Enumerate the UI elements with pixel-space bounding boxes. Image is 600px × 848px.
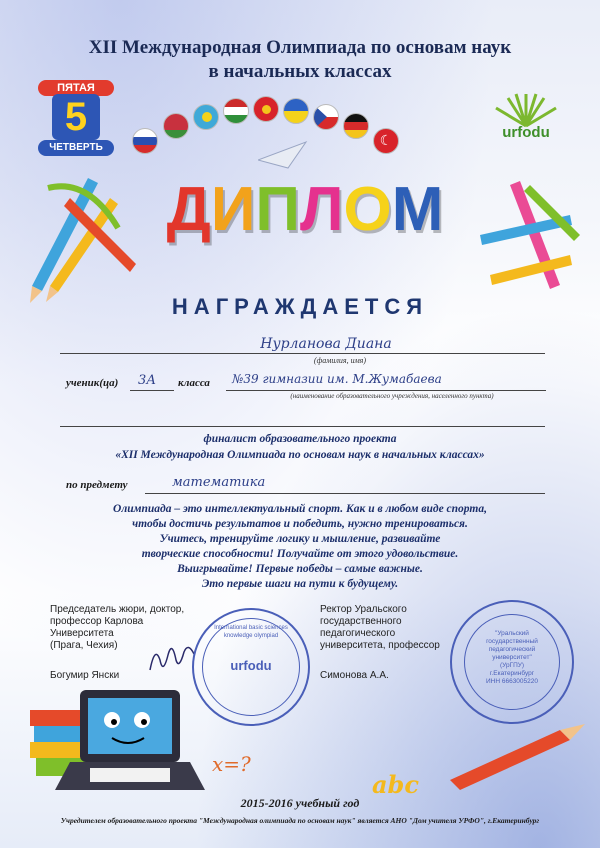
abc-doodle: abc xyxy=(372,770,419,799)
right-stamp-text xyxy=(466,630,558,686)
diploma-letter: П xyxy=(255,175,300,244)
finalist-line-2: «XII Международная Олимпиада по основам наук в начальных классах» xyxy=(115,449,485,461)
germany-flag-icon xyxy=(343,113,369,139)
right-signatory-block xyxy=(320,604,460,652)
motto-line-2: чтобы достичь результатов и победить, нужно тренироваться. xyxy=(132,518,468,530)
student-label: ученик(ца) xyxy=(66,377,119,389)
diploma-letter: О xyxy=(343,175,392,244)
left-stamp-center: urfodu xyxy=(230,658,272,673)
right-stamp-line-5: (УрГПУ) xyxy=(499,662,525,669)
pencils-right-icon xyxy=(470,175,585,305)
motto-line-5: Выигрывайте! Первые победы – самые важные. xyxy=(177,563,423,575)
right-stamp-line-7: ИНН 6663005220 xyxy=(485,678,539,685)
laptop-cartoon-icon xyxy=(30,680,230,810)
subject-underline xyxy=(145,493,545,494)
pencils-left-icon xyxy=(18,168,138,308)
class-label: класса xyxy=(178,377,210,389)
left-signatory-name: Богумир Янски xyxy=(50,670,120,681)
motto-line-3: Учитесь, тренируйте логику и мышление, развивайте xyxy=(159,533,441,545)
motto-line-6: Это первые шаги на пути к будущему. xyxy=(201,578,399,590)
name-value: Нурланова Диана xyxy=(260,336,392,352)
ukraine-flag-icon xyxy=(283,98,309,124)
urfodu-logo-text: urfodu xyxy=(502,124,550,141)
kazakhstan-flag-icon xyxy=(193,104,219,130)
name-caption: (фамилия, имя) xyxy=(313,356,367,365)
title-line-2: в начальных классах xyxy=(208,61,392,82)
left-signatory-line-1: Председатель жюри, доктор, xyxy=(50,604,185,615)
diploma-heading xyxy=(150,175,460,245)
right-stamp-line-3: педагогический xyxy=(488,646,536,653)
left-signatory-line-2: профессор Карлова xyxy=(50,616,144,627)
left-signatory-line-3: Университета xyxy=(50,628,114,639)
logo-bottom-text: ЧЕТВЕРТЬ xyxy=(38,140,114,156)
diploma-letter: Д xyxy=(166,175,211,244)
name-underline xyxy=(60,353,545,354)
school-underline xyxy=(226,390,546,391)
school-value: №39 гимназии им. М.Жумабаева xyxy=(232,372,442,386)
motto-line-4: творческие способности! Получайте от этого удовольствие. xyxy=(141,548,459,560)
right-stamp-line-1: "Уральский xyxy=(495,630,529,637)
diploma-letter: Л xyxy=(299,175,344,244)
title-line-1: XII Международная Олимпиада по основам наук xyxy=(88,37,512,58)
grade-underline xyxy=(130,390,174,391)
blank-underline xyxy=(60,426,545,427)
diploma-letter: И xyxy=(210,175,256,244)
finalist-line-1: финалист образовательного проекта xyxy=(203,433,397,445)
right-signatory-name: Симонова А.А. xyxy=(320,670,389,681)
right-stamp-line-4: университет" xyxy=(492,654,532,661)
logo-top-text: ПЯТАЯ xyxy=(38,80,114,96)
tajikistan-flag-icon xyxy=(223,98,249,124)
right-signatory-line-4: университета, профессор xyxy=(320,640,440,651)
pencil-bottom-icon xyxy=(440,720,590,790)
formula-doodle: x=? xyxy=(212,752,251,776)
right-signatory-line-3: педагогического xyxy=(320,628,396,639)
grade-value: 3А xyxy=(138,373,157,388)
right-stamp xyxy=(450,600,574,724)
czech-flag-icon xyxy=(313,104,339,130)
subject-value: математика xyxy=(172,475,266,490)
award-heading: НАГРАЖДАЕТСЯ xyxy=(171,294,429,319)
right-signatory-line-2: государственного xyxy=(320,616,402,627)
school-year: 2015-2016 учебный год xyxy=(240,796,360,810)
belarus-flag-icon xyxy=(163,113,189,139)
right-stamp-line-2: государственный xyxy=(486,638,538,645)
paper-airplane-icon xyxy=(258,140,308,170)
logo-number: 5 xyxy=(52,94,100,140)
footer-note: Учредителем образовательного проекта "Международная олимпиада по основам наук" является АНО "Дом учителя УРФО", г.Екатеринбург xyxy=(60,816,540,825)
left-signatory-line-4: (Прага, Чехия) xyxy=(50,640,118,651)
kyrgyzstan-flag-icon xyxy=(253,96,279,122)
motto-line-1: Олимпиада – это интеллектуальный спорт. Как и в любом виде спорта, xyxy=(113,503,487,515)
subject-label: по предмету xyxy=(66,479,128,491)
right-signatory-line-1: Ректор Уральского xyxy=(320,604,407,615)
turkey-flag-icon: ☾ xyxy=(373,128,399,154)
right-stamp-line-6: г.Екатеринбург xyxy=(489,670,535,677)
russia-flag-icon xyxy=(132,128,158,154)
left-stamp-ring-text: International basic sciences knowledge olympiad xyxy=(214,625,288,639)
diploma-letter: М xyxy=(391,175,444,244)
school-caption: (наименование образовательного учреждения, населенного пункта) xyxy=(290,392,494,400)
